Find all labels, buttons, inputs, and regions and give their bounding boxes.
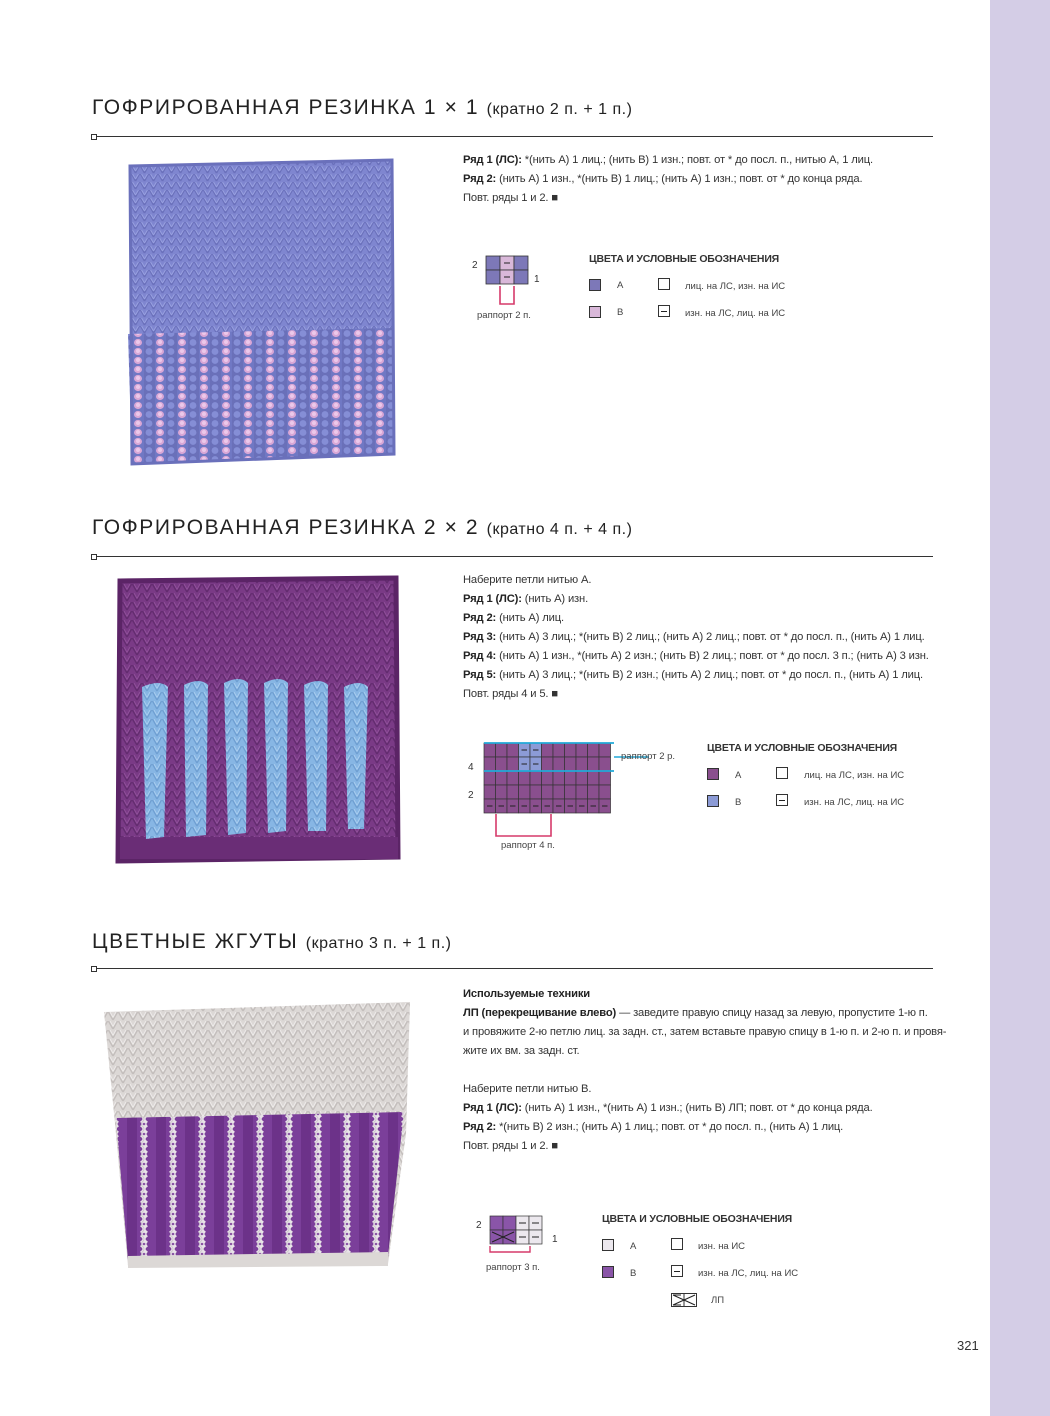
row-label: 1 [534,274,540,285]
instruction-line: Ряд 1 (ЛС): (нить A) изн. [463,593,589,605]
instruction-line: Повт. ряды 1 и 2. ■ [463,192,558,204]
blank-square-icon [658,278,670,290]
instruction-line: Повт. ряды 1 и 2. ■ [463,1140,558,1152]
repeat-label: раппорт 4 п. [501,840,555,851]
instruction-line: Ряд 2: (нить A) 1 изн., *(нить B) 1 лиц.; (нить A) 1 изн.; повт. от * до конца ряда. [463,173,863,185]
section-1-chart [470,254,550,314]
repeat-label: раппорт 3 п. [486,1262,540,1273]
dash-square-icon [671,1265,683,1277]
instruction-line: Наберите петли нитью B. [463,1083,592,1095]
instruction-line: Ряд 1 (ЛС): *(нить A) 1 лиц.; (нить B) 1 изн.; повт. от * до посл. п., нитью A, 1 лиц. [463,154,873,166]
section-1-title [92,96,632,120]
legend-symbol-label: лиц. на ЛС, изн. на ИС [804,770,905,781]
color-swatch-b [707,795,719,807]
section-1-legend [589,253,809,333]
instruction-line: и провяжите 2-ю петлю лиц. за задн. ст., затем вставьте правую спицу в 1-ю п. и 2-ю п. и провя- [463,1026,947,1038]
legend-symbol-label: ЛП [711,1295,725,1306]
blank-square-icon [671,1238,683,1250]
row-repeat-label: раппорт 2 р. [621,751,676,762]
section-title-text: ЦВЕТНЫЕ ЖГУТЫ [92,930,299,953]
legend-heading: ЦВЕТА И УСЛОВНЫЕ ОБОЗНАЧЕНИЯ [707,742,898,754]
instruction-line: Ряд 5: (нить A) 3 лиц.; *(нить B) 2 изн.; (нить A) 2 лиц.; повт. от * до посл. п., (нить A) 1 лиц. [463,669,923,681]
legend-color-label: B [630,1268,637,1279]
section-3-title [92,930,451,954]
knit-swatch-1x1-photo [122,158,398,470]
color-swatch-b [589,306,601,318]
row-label: 2 [476,1220,482,1231]
section-1-rule [92,136,933,137]
section-3-legend [602,1213,822,1313]
legend-symbol-label: изн. на ИС [698,1241,746,1252]
cross-left-icon [671,1293,697,1307]
legend-heading: ЦВЕТА И УСЛОВНЫЕ ОБОЗНАЧЕНИЯ [602,1213,793,1225]
dash-square-icon [776,794,788,806]
instruction-line: Ряд 3: (нить A) 3 лиц.; *(нить B) 2 лиц.; (нить A) 2 лиц.; повт. от * до посл. п., (нить A) 1 лиц. [463,631,925,643]
section-3-instructions [463,985,946,1156]
color-swatch-a [602,1239,614,1251]
section-2-title [92,516,632,540]
color-swatch-a [707,768,719,780]
section-2-rule [92,556,933,557]
repeat-label: раппорт 2 п. [477,310,531,321]
instruction-line: ЛП (перекрещивание влево) — заведите правую спицу назад за левую, пропустите 1-ю п. [463,1007,928,1019]
legend-symbol-label: изн. на ЛС, лиц. на ИС [685,308,786,319]
section-2-instructions [463,571,929,704]
knit-swatch-cables-photo [98,994,418,1270]
blank-square-icon [776,767,788,779]
side-tab [990,0,1050,1416]
legend-symbol-label: изн. на ЛС, лиц. на ИС [698,1268,799,1279]
section-subtitle: (кратно 3 п. + 1 п.) [305,935,452,952]
section-1-instructions [463,151,873,208]
legend-symbol-label: лиц. на ЛС, изн. на ИС [685,281,786,292]
color-swatch-b [602,1266,614,1278]
instruction-line: Наберите петли нитью A. [463,574,592,586]
legend-color-label: B [735,797,742,808]
legend-color-label: A [630,1241,637,1252]
instruction-line: Ряд 2: (нить A) лиц. [463,612,564,624]
instruction-line: Повт. ряды 4 и 5. ■ [463,688,558,700]
section-title-text: ГОФРИРОВАННАЯ РЕЗИНКА 2 × 2 [92,516,480,539]
row-label: 4 [468,762,474,773]
instruction-line: Ряд 4: (нить A) 1 изн., *(нить A) 2 изн.; (нить B) 2 лиц.; повт. от * до посл. 3 п.; (нить A) 3 изн. [463,650,929,662]
row-label: 2 [468,790,474,801]
color-swatch-a [589,279,601,291]
instruction-line: Ряд 2: *(нить B) 2 изн.; (нить A) 1 лиц.; повт. от * до посл. п., (нить A) 1 лиц. [463,1121,844,1133]
section-subtitle: (кратно 4 п. + 4 п.) [486,521,633,538]
instruction-line: жите их вм. за задн. ст. [463,1045,580,1057]
legend-color-label: B [617,307,624,318]
page-number: 321 [957,1338,979,1353]
dash-square-icon [658,305,670,317]
section-subtitle: (кратно 2 п. + 1 п.) [486,101,633,118]
knit-swatch-2x2-photo [112,575,402,865]
legend-symbol-label: изн. на ЛС, лиц. на ИС [804,797,905,808]
section-3-rule [92,968,933,969]
row-label: 1 [552,1234,558,1245]
instruction-line: Ряд 1 (ЛС): (нить A) 1 изн., *(нить A) 1 изн.; (нить B) ЛП; повт. от * до конца ряда. [463,1102,873,1114]
row-label: 2 [472,260,478,271]
legend-color-label: A [617,280,624,291]
legend-color-label: A [735,770,742,781]
instruction-line: Используемые техники [463,988,591,1000]
section-title-text: ГОФРИРОВАННАЯ РЕЗИНКА 1 × 1 [92,96,480,119]
section-2-legend [707,742,927,822]
legend-heading: ЦВЕТА И УСЛОВНЫЕ ОБОЗНАЧЕНИЯ [589,253,780,265]
